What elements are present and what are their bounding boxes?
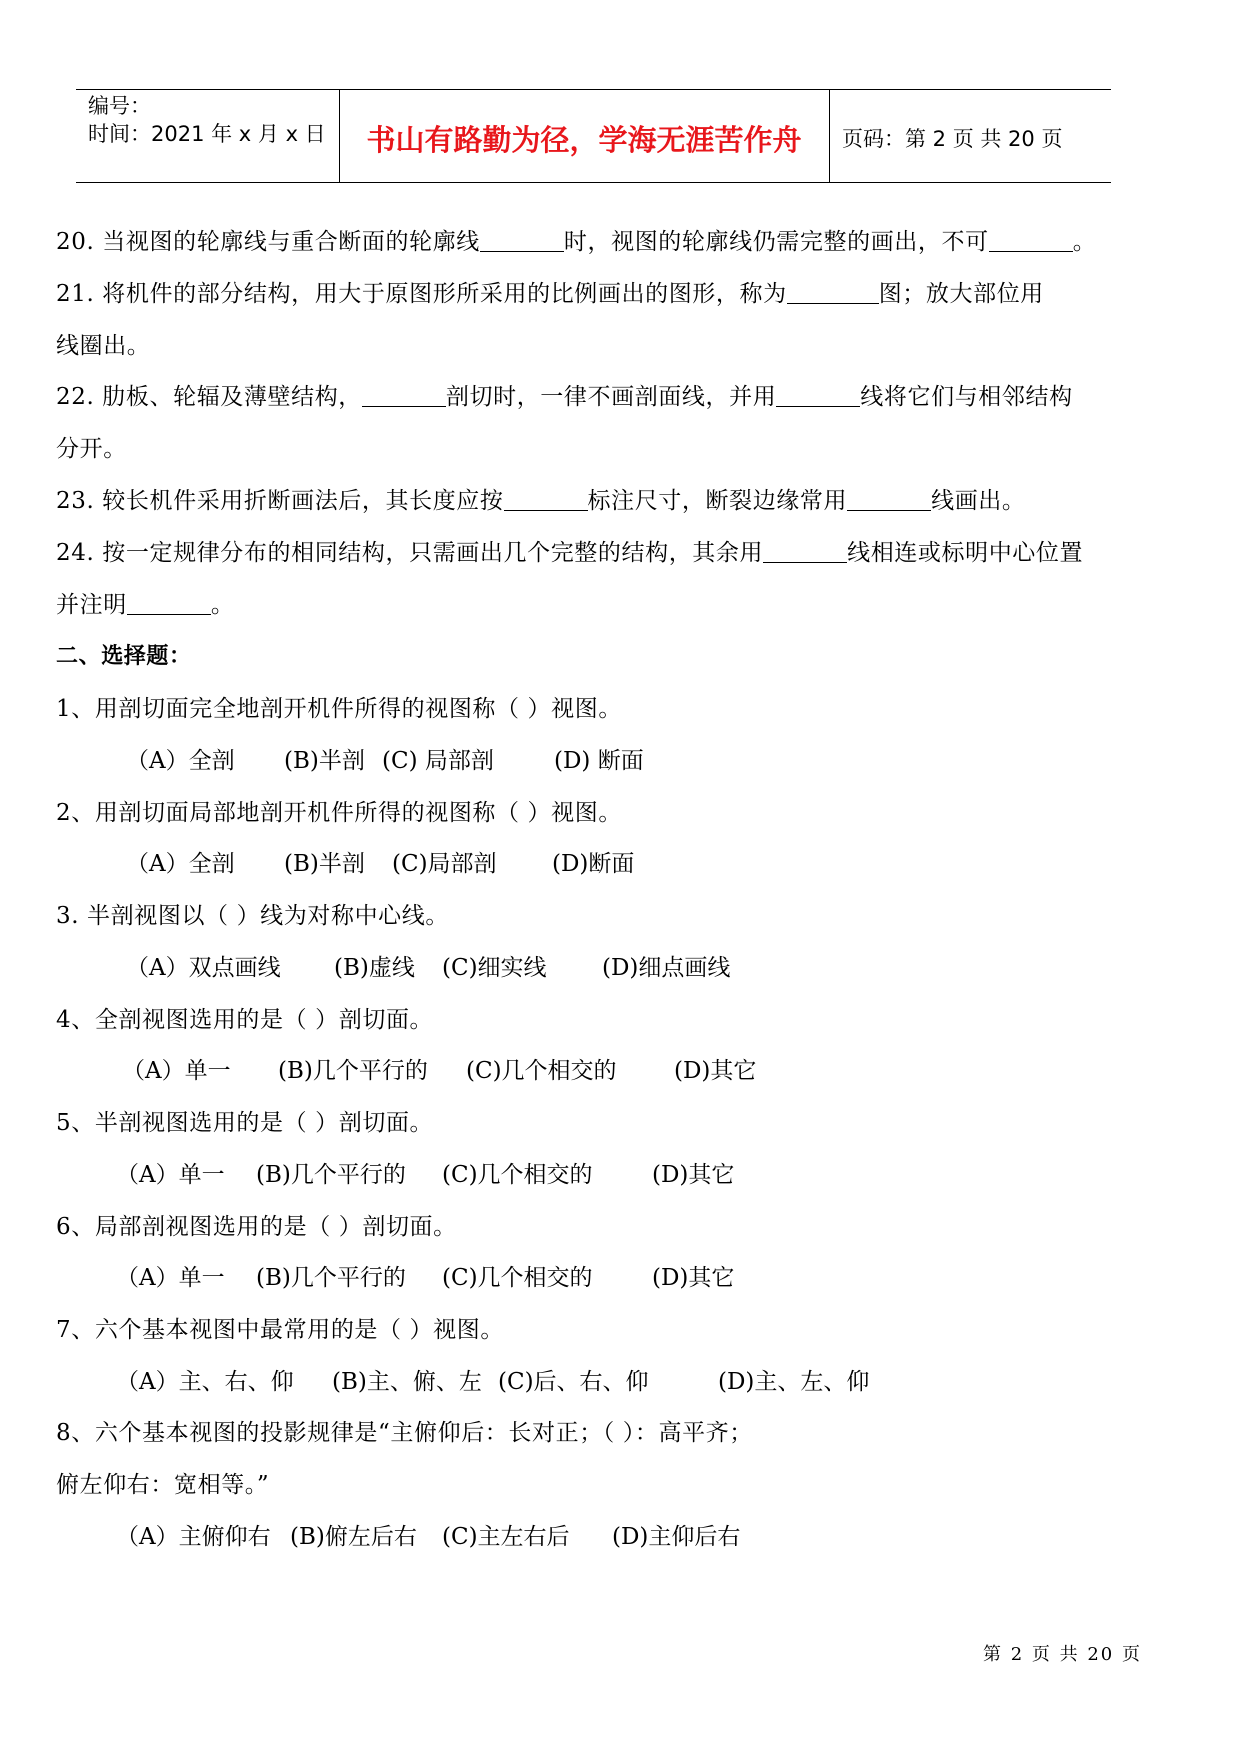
q7-option-c: (C)后、右、仰 xyxy=(498,1369,649,1395)
header-motto: 书山有路勤为径，学海无涯苦作舟 xyxy=(366,123,802,157)
choice-q7: 7、六个基本视图中最常用的是（ ）视图。 xyxy=(56,1317,504,1343)
q2-option-c: (C)局部剖 xyxy=(392,851,497,877)
q1-option-d: (D) 断面 xyxy=(554,748,644,774)
choice-q8-cont: 俯左仰右：宽相等。” xyxy=(56,1472,270,1498)
q8-option-d: (D)主仰后右 xyxy=(612,1524,741,1550)
header-page-label: 页码：第 2 页 共 20 页 xyxy=(842,127,1063,151)
q5-option-c: (C)几个相交的 xyxy=(442,1162,593,1188)
q2-option-a: （A）全剖 xyxy=(126,851,235,877)
q1-option-c: (C) 局部剖 xyxy=(382,748,494,774)
q23-text-c: 线画出。 xyxy=(931,488,1026,514)
q20-blank-1 xyxy=(480,229,564,252)
header-bottom-rule xyxy=(76,182,1111,183)
q5-option-b: (B)几个平行的 xyxy=(256,1162,406,1188)
question-22 xyxy=(56,378,1073,411)
q21-blank-1 xyxy=(787,281,879,304)
q3-option-b: (B)虚线 xyxy=(334,955,415,981)
question-21 xyxy=(56,275,1044,308)
question-23 xyxy=(56,482,1026,515)
q23-text-a: 23. 较长机件采用折断画法后，其长度应按 xyxy=(56,488,504,514)
question-21-cont: 线圈出。 xyxy=(56,333,151,359)
q6-option-a: （A）单一 xyxy=(116,1265,225,1291)
q5-option-d: (D)其它 xyxy=(652,1162,735,1188)
q22-text-c: 线将它们与相邻结构 xyxy=(860,384,1073,410)
q1-option-a: （A）全剖 xyxy=(126,748,235,774)
code-label: 编号： xyxy=(88,94,151,118)
choice-q1: 1、用剖切面完全地剖开机件所得的视图称（ ）视图。 xyxy=(56,696,622,722)
header-divider-2 xyxy=(829,89,830,182)
choice-q4: 4、全剖视图选用的是（ ）剖切面。 xyxy=(56,1007,434,1033)
q8-option-c: (C)主左右后 xyxy=(442,1524,570,1550)
header-meta xyxy=(88,92,326,148)
q24-text-c: 并注明 xyxy=(56,592,127,618)
question-24-cont xyxy=(56,586,234,619)
q23-blank-1 xyxy=(504,488,588,511)
q21-text-a: 21. 将机件的部分结构，用大于原图形所采用的比例画出的图形，称为 xyxy=(56,281,787,307)
q23-blank-2 xyxy=(847,488,931,511)
page-footer: 第 2 页 共 20 页 xyxy=(983,1644,1142,1665)
choice-q2: 2、用剖切面局部地剖开机件所得的视图称（ ）视图。 xyxy=(56,800,622,826)
q2-option-d: (D)断面 xyxy=(552,851,635,877)
q20-text-c: 。 xyxy=(1072,229,1097,255)
q20-blank-2 xyxy=(989,229,1073,252)
question-20 xyxy=(56,223,1096,256)
q3-option-a: （A）双点画线 xyxy=(126,955,281,981)
q24-text-d: 。 xyxy=(210,592,235,618)
q21-text-b: 图；放大部位用 xyxy=(878,281,1044,307)
choice-q6: 6、局部剖视图选用的是（ ）剖切面。 xyxy=(56,1214,457,1240)
q20-text-b: 时，视图的轮廓线仍需完整的画出，不可 xyxy=(563,229,989,255)
q3-option-c: (C)细实线 xyxy=(442,955,547,981)
q6-option-d: (D)其它 xyxy=(652,1265,735,1291)
q22-text-a: 22. 肋板、轮辐及薄壁结构， xyxy=(56,384,362,410)
q6-option-c: (C)几个相交的 xyxy=(442,1265,593,1291)
time-label: 时间：2021 年 x 月 x 日 xyxy=(88,122,326,146)
q24-text-b: 线相连或标明中心位置 xyxy=(847,540,1084,566)
q8-option-b: (B)俯左后右 xyxy=(290,1524,417,1550)
q1-option-b: (B)半剖 xyxy=(284,748,365,774)
q24-blank-2 xyxy=(127,592,211,615)
q7-option-a: （A）主、右、仰 xyxy=(116,1369,294,1395)
choice-q5: 5、半剖视图选用的是（ ）剖切面。 xyxy=(56,1110,434,1136)
question-22-cont: 分开。 xyxy=(56,436,127,462)
q8-option-a: （A）主俯仰右 xyxy=(116,1524,271,1550)
choice-q3: 3. 半剖视图以（ ）线为对称中心线。 xyxy=(56,903,449,929)
q7-option-b: (B)主、俯、左 xyxy=(332,1369,482,1395)
q2-option-b: (B)半剖 xyxy=(284,851,365,877)
header-top-rule xyxy=(76,89,1111,90)
q24-blank-1 xyxy=(763,540,847,563)
q3-option-d: (D)细点画线 xyxy=(602,955,731,981)
q22-blank-2 xyxy=(776,384,860,407)
question-24 xyxy=(56,534,1083,567)
q22-blank-1 xyxy=(362,384,446,407)
q4-option-c: (C)几个相交的 xyxy=(466,1058,617,1084)
choice-q8: 8、六个基本视图的投影规律是“主俯仰后：长对正；（ ）：高平齐； xyxy=(56,1420,753,1446)
section-title: 二、选择题： xyxy=(56,644,192,669)
q6-option-b: (B)几个平行的 xyxy=(256,1265,406,1291)
q4-option-d: (D)其它 xyxy=(674,1058,757,1084)
q7-option-d: (D)主、左、仰 xyxy=(718,1369,870,1395)
q23-text-b: 标注尺寸，断裂边缘常用 xyxy=(587,488,848,514)
q4-option-b: (B)几个平行的 xyxy=(278,1058,428,1084)
q4-option-a: （A）单一 xyxy=(122,1058,231,1084)
q22-text-b: 剖切时，一律不画剖面线，并用 xyxy=(445,384,777,410)
q24-text-a: 24. 按一定规律分布的相同结构，只需画出几个完整的结构，其余用 xyxy=(56,540,764,566)
q20-text-a: 20. 当视图的轮廓线与重合断面的轮廓线 xyxy=(56,229,480,255)
q5-option-a: （A）单一 xyxy=(116,1162,225,1188)
